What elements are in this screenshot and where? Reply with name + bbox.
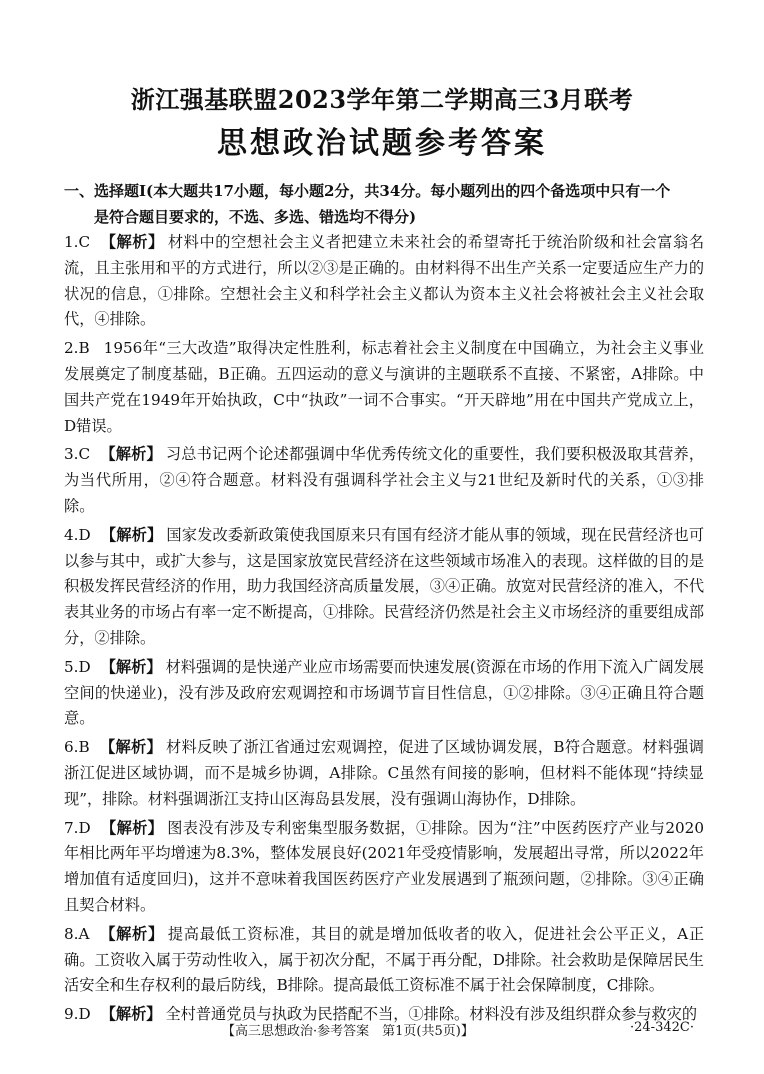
item-explanation: 材料中的空想社会主义者把建立未来社会的希望寄托于统治阶级和社会富翁名流，且主张用和平的方式进行，所以②③是正确的。由材料得不出生产关系一定要适应生产力的状况的信息，①排除。空想社会主义和科学社会主义都认为资本主义社会将被社会主义社会取代，④排除。 (64, 233, 705, 329)
item-number: 2. (64, 339, 79, 358)
section-heading-line2: 是符合题目要求的，不选、多选、错选均不得分) (94, 208, 417, 226)
item-explanation: 全村普通党员与执政为民搭配不当，①排除。材料没有涉及组织群众参与救灾的 (165, 1005, 697, 1024)
item-tag: 【解析】 (100, 818, 164, 837)
answer-item-7 (64, 816, 704, 919)
footer-page-info: 【高三思想政治·参考答案 第1页(共5页)】 (222, 1024, 474, 1039)
item-tag: 【解析】 (100, 657, 162, 676)
item-explanation: 提高最低工资标准，其目的就是增加低收者的收入，促进社会公平正义，A正确。工资收入属于劳动性收入，属于初次分配，不属于再分配，D排除。社会救助是保障居民生活安全和生存权利的最后防线，B排除。提高最低工资标准不属于社会保障制度，C排除。 (64, 924, 705, 995)
answer-item-5 (64, 655, 704, 732)
answer-item-3 (64, 442, 704, 519)
item-number: 9. (64, 1005, 79, 1024)
answer-item-6 (64, 735, 704, 812)
item-number: 5. (64, 657, 79, 676)
item-answer: D (78, 657, 91, 676)
item-answer: B (78, 339, 90, 358)
item-explanation: 1956年“三大改造”取得决定性胜利，标志着社会主义制度在中国确立，为社会主义事业发展奠定了制度基础，B正确。五四运动的意义与演讲的主题联系不直接、不紧密，A排除。中国共产党在1949年开始执政，C中“执政”一词不合事实。“开天辟地”用在中国共产党成立上，D错误。 (64, 339, 704, 435)
answer-item-2 (64, 336, 704, 439)
item-number: 6. (64, 738, 79, 757)
item-number: 3. (64, 445, 79, 464)
item-explanation: 国家发改委新政策使我国原来只有国有经济才能从事的领域，现在民营经济也可以参与其中，或扩大参与，这是国家放宽民营经济在这些领域市场准入的表现。这样做的目的是积极发挥民营经济的作用，助力我国经济高质量发展，③④正确。放宽对民营经济的准入，不代表其业务的市场占有率一定不断提高，①排除。民营经济仍然是社会主义市场经济的重要组成部分，②排除。 (64, 525, 705, 647)
exam-title: 浙江强基联盟2023学年第二学期高三3月联考 (130, 85, 634, 114)
answer-list (64, 230, 704, 1031)
item-tag: 【解析】 (100, 1005, 162, 1024)
item-answer: D (78, 818, 91, 837)
item-tag: 【解析】 (99, 738, 162, 757)
item-number: 4. (64, 525, 79, 544)
answer-item-4 (64, 523, 704, 652)
item-answer: C (78, 445, 91, 464)
item-answer: B (78, 738, 90, 757)
item-number: 1. (64, 233, 79, 251)
item-tag: 【解析】 (100, 525, 163, 544)
item-answer: C (78, 233, 91, 251)
item-number: 8. (64, 924, 79, 943)
item-tag: 【解析】 (100, 445, 162, 464)
item-tag: 【解析】 (99, 924, 164, 943)
item-number: 7. (64, 818, 79, 837)
item-explanation: 材料强调的是快递产业应市场需要而快速发展(资源在市场的作用下流入广阔发展空间的快递业)，没有涉及政府宏观调控和市场调节盲目性信息，①②排除。③④正确且符合题意。 (64, 657, 704, 728)
item-answer: A (78, 924, 90, 943)
answer-item-1 (64, 230, 704, 333)
document-title: 思想政治试题参考答案 (217, 126, 547, 161)
item-answer: D (78, 1005, 91, 1024)
footer-code: ·24-342C· (630, 1020, 694, 1035)
item-explanation: 习总书记两个论述都强调中华优秀传统文化的重要性，我们要积极汲取其营养，为当代所用，②④符合题意。材料没有强调科学社会主义与21世纪及新时代的关系，①③排除。 (64, 445, 705, 515)
section-heading (64, 178, 704, 230)
section-heading-line1: 一、选择题Ⅰ(本大题共17小题，每小题2分，共34分。每小题列出的四个备选项中只有一个 (64, 182, 671, 200)
item-tag: 【解析】 (100, 233, 164, 251)
item-explanation: 材料反映了浙江省通过宏观调控，促进了区域协调发展，B符合题意。材料强调浙江促进区域协调，而不是城乡协调，A排除。C虽然有间接的影响，但材料不能体现“持续显现”，排除。材料强调浙江支持山区海岛县发展，没有强调山海协作，D排除。 (64, 738, 704, 808)
item-explanation: 图表没有涉及专利密集型服务数据，①排除。因为“注”中医药医疗产业与2020年相比两年平均增速为8.3%，整体发展良好(2021年受疫情影响，发展超出寻常，所以2022年增加值有适度回归)，这并不意味着我国医药医疗产业发展遇到了瓶颈问题，②排除。③④正确且契合材料。 (64, 818, 705, 914)
answer-item-8 (64, 922, 704, 999)
item-answer: D (78, 525, 91, 544)
